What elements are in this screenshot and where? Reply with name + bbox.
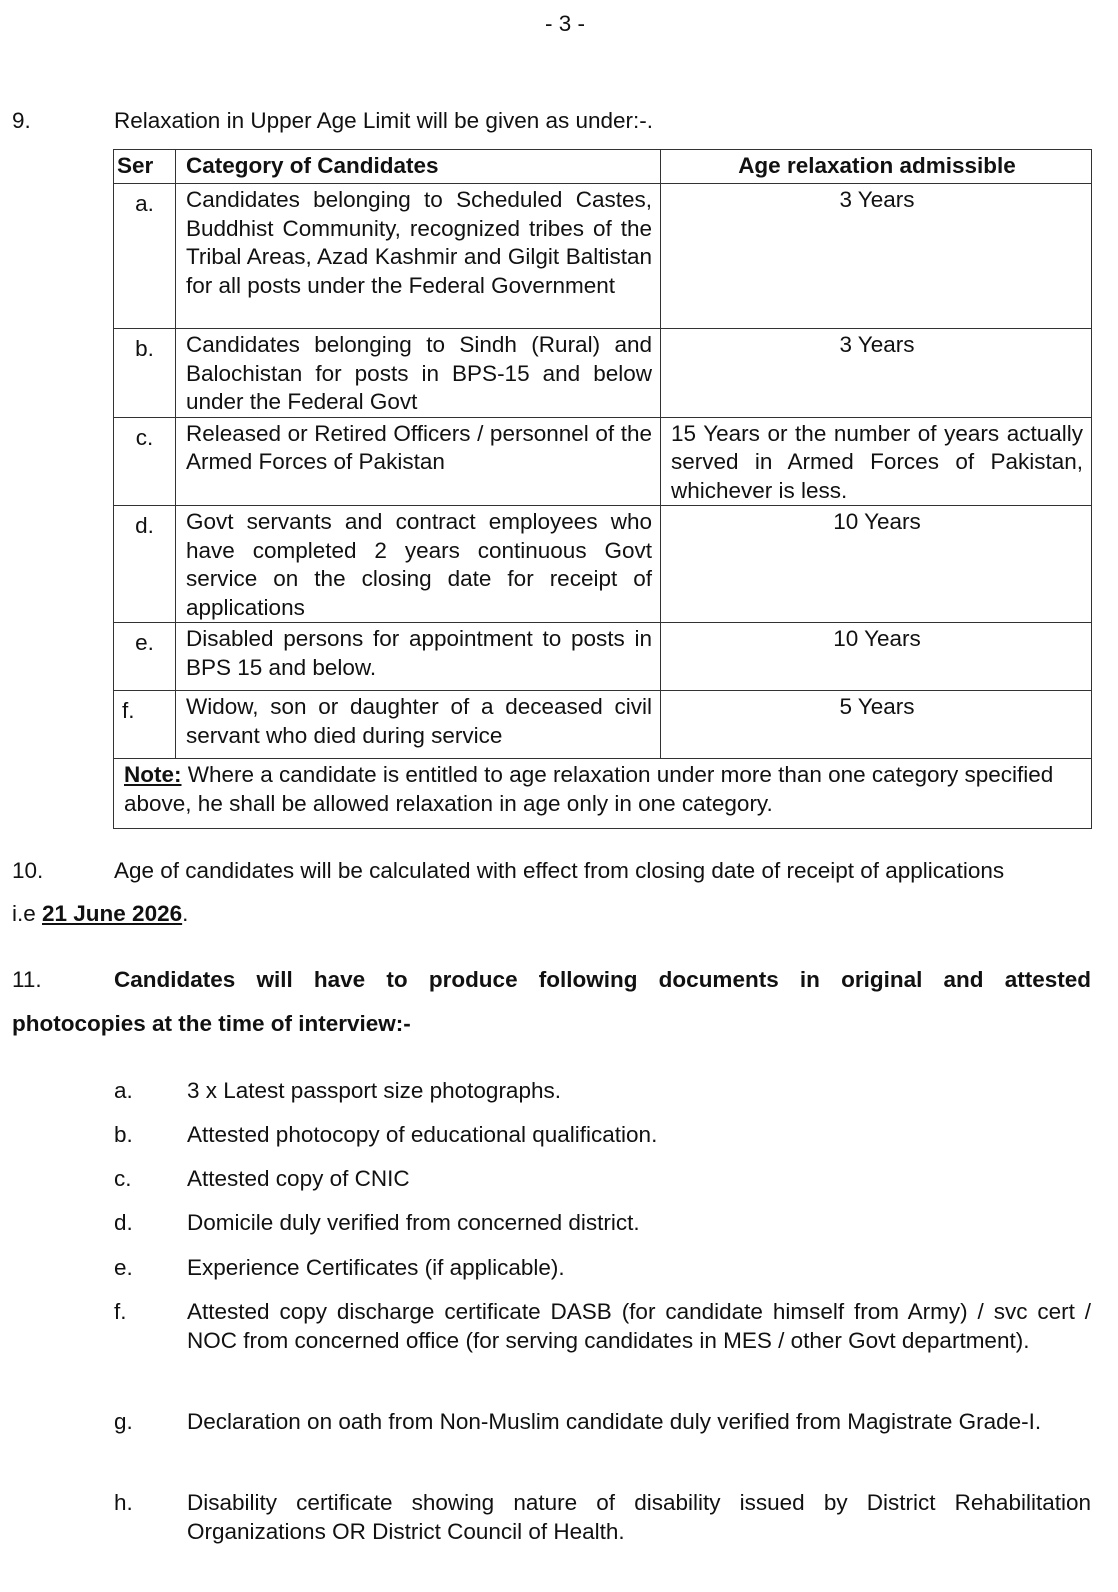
para-10-prefix: i.e [12, 901, 43, 926]
para-11-heading-line2: photocopies at the time of interview:- [12, 1011, 411, 1036]
table-note-row [114, 759, 1092, 829]
list-item-letter: f. [114, 1299, 127, 1324]
row-relaxation: 5 Years [661, 691, 1092, 759]
row-category: Candidates belonging to Sindh (Rural) and Balochistan for posts in BPS-15 and below under the Federal Govt [176, 329, 661, 418]
row-ser: c. [114, 417, 176, 506]
table-row [114, 184, 1092, 329]
list-item: Attested copy of CNIC [187, 1166, 410, 1191]
row-category: Released or Retired Officers / personnel of the Armed Forces of Pakistan [176, 417, 661, 506]
row-category: Govt servants and contract employees who have completed 2 years continuous Govt service on the closing date for receipt of applications [176, 506, 661, 623]
list-item-letter: h. [114, 1490, 133, 1515]
page-number: - 3 - [544, 11, 585, 36]
list-item-letter: a. [114, 1078, 133, 1103]
list-item-letter: d. [114, 1210, 133, 1235]
table-row [114, 329, 1092, 418]
table-header-row [114, 150, 1092, 184]
para-10-suffix: . [182, 901, 189, 926]
list-item: Declaration on oath from Non-Muslim candidate duly verified from Magistrate Grade-I. [187, 1409, 1042, 1434]
para-10-text: Age of candidates will be calculated with effect from closing date of receipt of applications [114, 858, 1005, 883]
age-relaxation-table [113, 149, 1092, 829]
para-11-number: 11. [12, 967, 42, 992]
para-10-date-line [12, 900, 188, 929]
row-relaxation: 3 Years [661, 184, 1092, 329]
row-ser: d. [114, 506, 176, 623]
list-item: Experience Certificates (if applicable). [187, 1255, 565, 1280]
list-item-letter: g. [114, 1409, 133, 1434]
row-relaxation: 3 Years [661, 329, 1092, 418]
table-row [114, 691, 1092, 759]
list-item: Domicile duly verified from concerned district. [187, 1210, 640, 1235]
row-ser: f. [114, 691, 176, 759]
note-label: Note: [124, 762, 182, 787]
row-category: Candidates belonging to Scheduled Castes, Buddhist Community, recognized tribes of the Tribal Areas, Azad Kashmir and Gilgit Baltistan for all posts under the Federal Government [176, 184, 661, 329]
table-row [114, 417, 1092, 506]
row-relaxation: 10 Years [661, 623, 1092, 691]
header-relaxation: Age relaxation admissible [661, 150, 1092, 184]
table-row [114, 623, 1092, 691]
para-9-number: 9. [12, 108, 31, 133]
row-ser: a. [114, 184, 176, 329]
para-11-heading-line1: Candidates will have to produce following documents in original and attested [114, 967, 1091, 992]
list-item-letter: e. [114, 1255, 133, 1280]
row-relaxation: 15 Years or the number of years actually served in Armed Forces of Pakistan, whichever is less. [661, 417, 1092, 506]
row-ser: e. [114, 623, 176, 691]
para-10-number: 10. [12, 858, 44, 883]
row-ser: b. [114, 329, 176, 418]
list-item: Attested photocopy of educational qualification. [187, 1122, 658, 1147]
closing-date: 21 June 2026 [42, 901, 183, 926]
note-text: Where a candidate is entitled to age relaxation under more than one category specified above, he shall be allowed relaxation in age only in one category. [124, 762, 1054, 816]
para-9-text: Relaxation in Upper Age Limit will be given as under:-. [114, 108, 654, 133]
table-row [114, 506, 1092, 623]
list-item: Disability certificate showing nature of disability issued by District Rehabilitation Organizations OR District Council of Health. [187, 1490, 1091, 1544]
row-category: Disabled persons for appointment to posts in BPS 15 and below. [176, 623, 661, 691]
table-note [114, 759, 1092, 829]
header-category: Category of Candidates [176, 150, 661, 184]
row-relaxation: 10 Years [661, 506, 1092, 623]
list-item-letter: c. [114, 1166, 132, 1191]
list-item: 3 x Latest passport size photographs. [187, 1078, 561, 1103]
list-item-letter: b. [114, 1122, 133, 1147]
header-ser: Ser [114, 150, 176, 184]
list-item: Attested copy discharge certificate DASB (for candidate himself from Army) / svc cert / NOC from concerned office (for serving candidates in MES / other Govt department). [187, 1299, 1091, 1353]
row-category: Widow, son or daughter of a deceased civil servant who died during service [176, 691, 661, 759]
